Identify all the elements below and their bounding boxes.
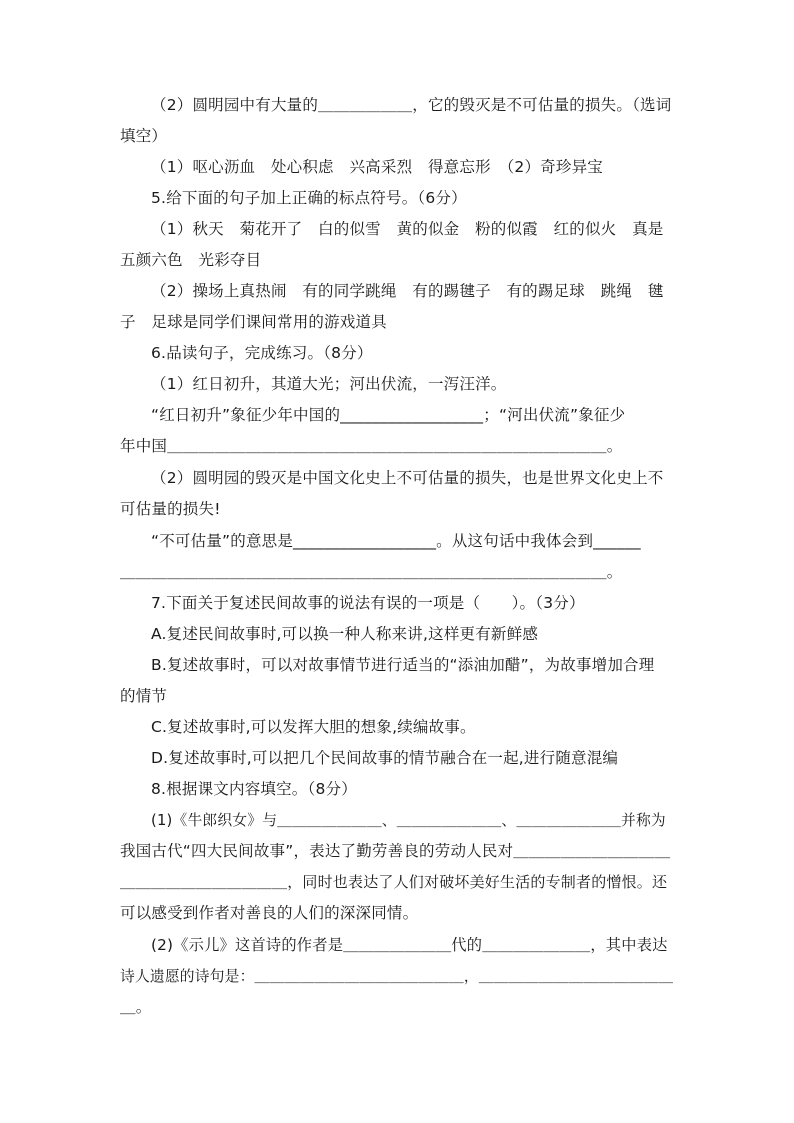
q8-heading: 8.根据课文内容填空。（8分） (151, 780, 357, 798)
q8-1-line-cont-2: ＿＿＿＿＿＿＿＿＿＿＿，同时也表达了人们对破坏美好生活的专制者的憎恨。还 (120, 873, 668, 891)
q6-2-quote-cont: 可估量的损失! (120, 500, 221, 518)
q6-1-blank-line: “红日初升”象征少年中国的__________________；“河出伏流”象征少 (151, 406, 626, 424)
q6-2-quote: （2）圆明园的毁灭是中国文化史上不可估量的损失，也是世界文化史上不 (151, 469, 664, 487)
q5-heading: 5.给下面的句子加上正确的标点符号。（6分） (151, 189, 467, 207)
q7-option-d: D.复述故事时,可以把几个民间故事的情节融合在一起,进行随意混编 (151, 749, 619, 767)
q7-option-c: C.复述故事时,可以发挥大胆的想象,续编故事。 (151, 718, 476, 736)
q6-heading: 6.品读句子，完成练习。（8分） (151, 344, 373, 362)
q7-option-b-cont: 的情节 (120, 687, 168, 705)
q4-2-stem: （2）圆明园中有大量的＿＿＿＿＿＿，它的毁灭是不可估量的损失。（选词 (151, 96, 672, 114)
q6-2-blank-line: “不可估量”的意思是__________________。从这句话中我体会到______ (151, 532, 641, 550)
q5-1-sentence: （1）秋天 菊花开了 白的似雪 黄的似金 粉的似霞 红的似火 真是 (151, 220, 664, 238)
q8-1-line-cont-3: 可以感受到作者对善良的人们的深深同情。 (120, 904, 419, 922)
q7-heading: 7.下面关于复述民间故事的说法有误的一项是（ ）。（3分） (151, 594, 585, 612)
worksheet-page (120, 90, 672, 1023)
q5-2-sentence-cont: 子 足球是同学们课间常用的游戏道具 (120, 313, 387, 331)
q8-2-line: (2)《示儿》这首诗的作者是＿＿＿＿＿＿＿代的＿＿＿＿＿＿＿，其中表达 (151, 936, 668, 954)
q7-option-a: A.复述民间故事时,可以换一种人称来讲,这样更有新鲜感 (151, 625, 539, 643)
q8-1-line: (1)《牛郎织女》与＿＿＿＿＿＿＿、＿＿＿＿＿＿＿、＿＿＿＿＿＿＿并称为 (151, 812, 666, 829)
q7-option-b: B.复述故事时，可以对故事情节进行适当的“添油加醋”，为故事增加合理 (151, 656, 655, 674)
q5-1-sentence-cont: 五颜六色 光彩夺目 (120, 251, 262, 269)
q5-2-sentence: （2）操场上真热闹 有的同学跳绳 有的踢毽子 有的踢足球 跳绳 毽 (151, 282, 664, 300)
q8-2-line-cont: 诗人遗愿的诗句是：＿＿＿＿＿＿＿＿＿＿＿＿＿＿，＿＿＿＿＿＿＿＿＿＿＿＿＿ (120, 968, 674, 985)
q8-1-line-cont: 我国古代“四大民间故事”，表达了勤劳善良的劳动人民对＿＿＿＿＿＿＿＿＿＿ (120, 842, 671, 860)
q8-2-line-end: ＿。 (120, 998, 152, 1016)
q6-1-quote: （1）红日初升，其道大光；河出伏流，一泻汪洋。 (151, 375, 507, 393)
q6-1-blank-line-cont: 年中国＿＿＿＿＿＿＿＿＿＿＿＿＿＿＿＿＿＿＿＿＿＿＿＿＿＿＿＿。 (120, 437, 623, 455)
q4-2-word-options: （1）呕心沥血 处心积虑 兴高采烈 得意忘形 （2）奇珍异宝 (151, 158, 603, 176)
q4-2-stem-cont: 填空） (120, 127, 168, 145)
q6-2-blank-line-cont: ＿＿＿＿＿＿＿＿＿＿＿＿＿＿＿＿＿＿＿＿＿＿＿＿＿＿＿＿＿＿＿。 (120, 563, 623, 581)
